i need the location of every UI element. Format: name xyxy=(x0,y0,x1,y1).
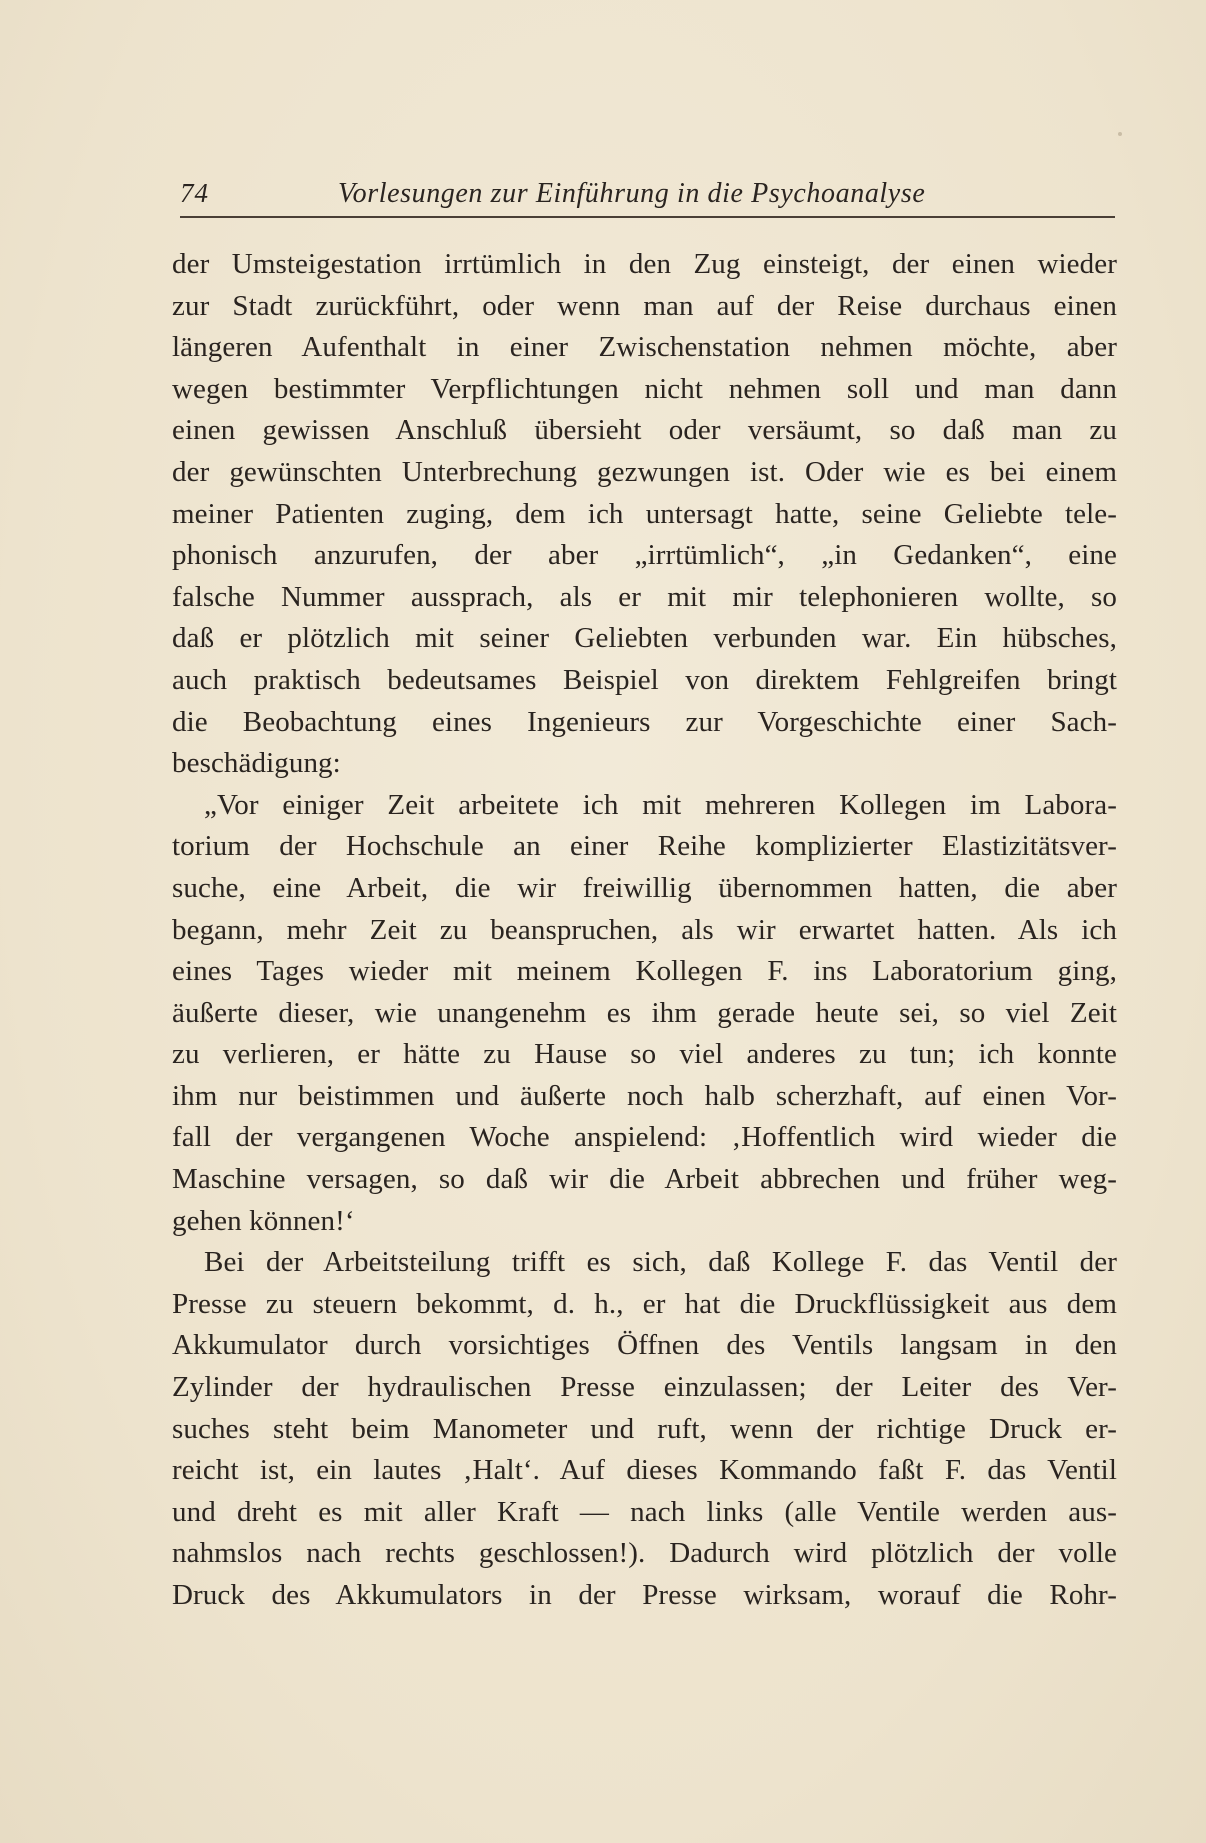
text-line: auch praktisch bedeutsames Beispiel von direktem Fehlgreifen bringt xyxy=(172,663,1117,696)
text-line: beschädigung: xyxy=(172,747,341,780)
text-line: Maschine versagen, so daß wir die Arbeit abbrechen und früher weg- xyxy=(172,1163,1117,1196)
text-line: längeren Aufenthalt in einer Zwischenstation nehmen möchte, aber xyxy=(172,331,1117,364)
text-line: suche, eine Arbeit, die wir freiwillig übernommen hatten, die aber xyxy=(172,871,1117,904)
text-line: der Umsteigestation irrtümlich in den Zug einsteigt, der einen wieder xyxy=(172,248,1117,280)
text-line: und dreht es mit aller Kraft — nach links (alle Ventile werden aus- xyxy=(172,1495,1117,1528)
text-line: einen gewissen Anschluß übersieht oder versäumt, so daß man zu xyxy=(172,414,1117,447)
text-line: Zylinder der hydraulischen Presse einzulassen; der Leiter des Ver- xyxy=(172,1371,1117,1404)
text-line: falsche Nummer aussprach, als er mit mir telephonieren wollte, so xyxy=(172,580,1117,613)
text-line: meiner Patienten zuging, dem ich untersagt hatte, seine Geliebte tele- xyxy=(172,497,1117,530)
text-line: der gewünschten Unterbrechung gezwungen ist. Oder wie es bei einem xyxy=(172,455,1117,488)
header-rule xyxy=(180,216,1115,218)
page-number: 74 xyxy=(180,178,209,208)
text-line: Presse zu steuern bekommt, d. h., er hat die Druckflüssigkeit aus dem xyxy=(172,1287,1117,1320)
text-line: torium der Hochschule an einer Reihe komplizierter Elastizitätsver- xyxy=(172,830,1117,863)
text-line: eines Tages wieder mit meinem Kollegen F. ins Laboratorium ging, xyxy=(172,955,1117,988)
text-line: reicht ist, ein lautes ‚Halt‘. Auf dieses Kommando faßt F. das Ventil xyxy=(172,1454,1117,1487)
text-line: phonisch anzurufen, der aber „irrtümlich“, „in Gedanken“, eine xyxy=(172,539,1117,572)
text-line: fall der vergangenen Woche anspielend: ‚Hoffentlich wird wieder die xyxy=(172,1121,1117,1154)
text-line: wegen bestimmter Verpflichtungen nicht nehmen soll und man dann xyxy=(172,372,1117,405)
text-line: „Vor einiger Zeit arbeitete ich mit mehreren Kollegen im Labora- xyxy=(204,788,1117,821)
page-header xyxy=(180,178,1115,218)
text-line: Bei der Arbeitsteilung trifft es sich, daß Kollege F. das Ventil der xyxy=(204,1246,1117,1279)
text-line: zur Stadt zurückführt, oder wenn man auf der Reise durchaus einen xyxy=(172,289,1117,322)
text-line: zu verlieren, er hätte zu Hause so viel anderes zu tun; ich konnte xyxy=(172,1038,1117,1071)
text-line: Druck des Akkumulators in der Presse wirksam, worauf die Rohr- xyxy=(172,1579,1117,1611)
paper-speck xyxy=(1118,132,1122,136)
text-line: äußerte dieser, wie unangenehm es ihm gerade heute sei, so viel Zeit xyxy=(172,996,1117,1029)
text-line: daß er plötzlich mit seiner Geliebten verbunden war. Ein hübsches, xyxy=(172,622,1117,655)
text-line: suches steht beim Manometer und ruft, wenn der richtige Druck er- xyxy=(172,1412,1117,1445)
text-line: gehen können!‘ xyxy=(172,1204,355,1237)
text-line: begann, mehr Zeit zu beanspruchen, als wir erwartet hatten. Als ich xyxy=(172,913,1117,946)
text-line: Akkumulator durch vorsichtiges Öffnen des Ventils langsam in den xyxy=(172,1329,1117,1362)
body-text xyxy=(172,244,1117,1617)
text-line: nahmslos nach rechts geschlossen!). Dadurch wird plötzlich der volle xyxy=(172,1537,1117,1570)
text-line: ihm nur beistimmen und äußerte noch halb scherzhaft, auf einen Vor- xyxy=(172,1079,1117,1112)
running-title: Vorlesungen zur Einführung in die Psychoanalyse xyxy=(338,178,926,209)
text-line: die Beobachtung eines Ingenieurs zur Vorgeschichte einer Sach- xyxy=(172,705,1117,738)
